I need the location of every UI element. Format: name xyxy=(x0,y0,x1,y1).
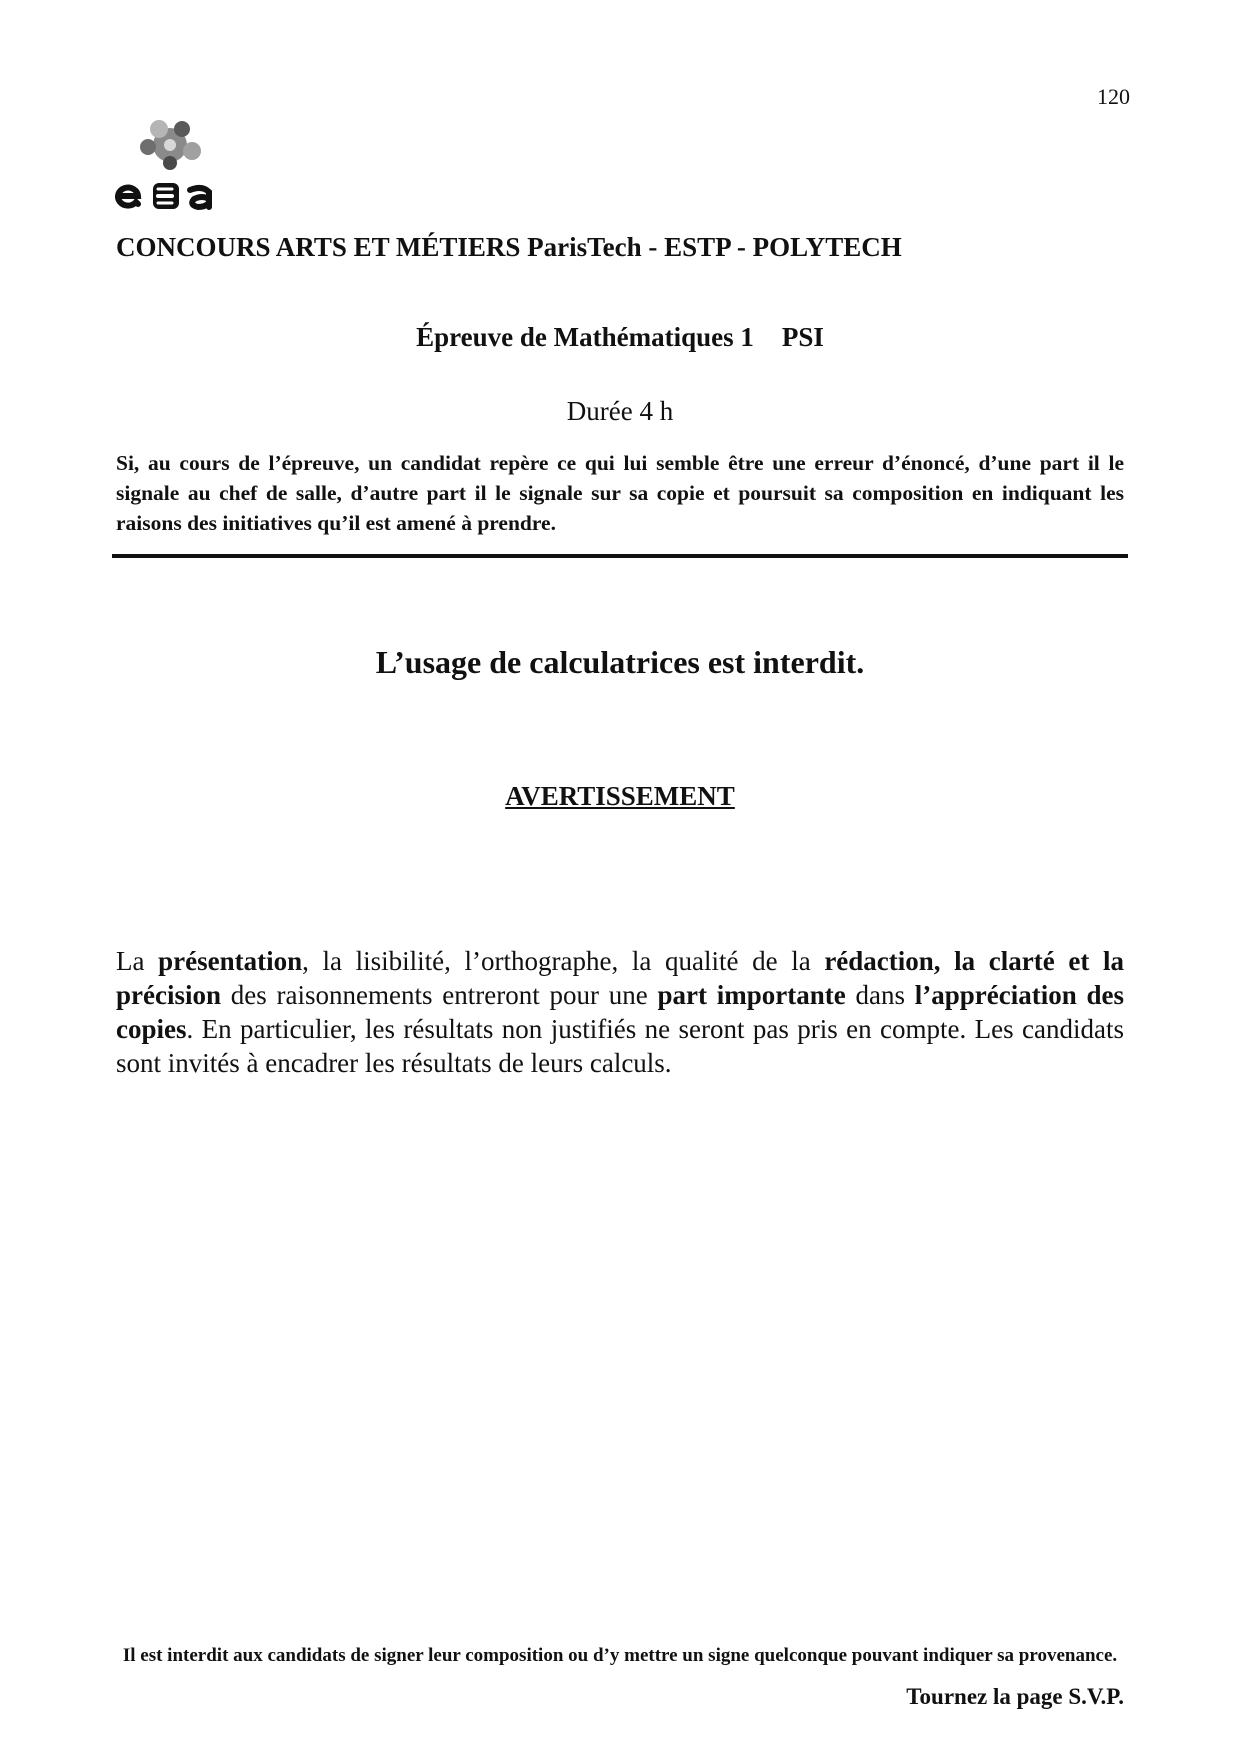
exam-section: PSI xyxy=(781,322,824,352)
error-reporting-notice: Si, au cours de l’épreuve, un candidat repère ce qui lui semble être une erreur d’énoncé, d’une part il le signale au chef de salle, d’autre part il le signale sur sa copie et poursuit sa composition en indiquant les raisons des initiatives qu’il est amené à prendre. xyxy=(116,451,1124,535)
horizontal-divider xyxy=(112,554,1128,558)
page-number: 120 xyxy=(1097,84,1130,109)
warning-heading: AVERTISSEMENT xyxy=(505,781,735,811)
footer-notice: Il est interdit aux candidats de signer leur composition ou d’y mettre un signe quelconque pouvant indiquer sa provenance. xyxy=(122,1645,1118,1666)
warning-text: , la lisibilité, l’orthographe, la qualité de la xyxy=(302,946,825,976)
warning-paragraph xyxy=(116,944,1124,1080)
logo-lettering xyxy=(118,183,209,209)
e3a-logo xyxy=(112,115,227,213)
exam-title xyxy=(0,322,1240,353)
warning-emphasis: l’appréciation des copies xyxy=(116,980,1124,1044)
warning-text: des raisonnements entreront pour une xyxy=(221,980,658,1010)
warning-text: . En particulier, les résultats non justifiés ne seront pas pris en compte. Les candidats sont invités à encadrer les résultats de leurs calculs. xyxy=(116,1014,1124,1078)
turn-page-note: Tournez la page S.V.P. xyxy=(906,1684,1124,1709)
exam-subject: Épreuve de Mathématiques 1 xyxy=(416,322,754,352)
warning-emphasis: rédaction, la clarté et la précision xyxy=(116,946,1124,1010)
warning-emphasis: part importante xyxy=(657,980,846,1010)
warning-text: La xyxy=(116,946,159,976)
calculator-notice: L’usage de calculatrices est interdit. xyxy=(375,644,865,680)
exam-duration: Durée 4 h xyxy=(566,396,674,426)
warning-emphasis: présentation xyxy=(158,946,303,976)
warning-text: dans xyxy=(845,980,915,1010)
logo-emblem-icon xyxy=(140,120,201,170)
contest-title: CONCOURS ARTS ET MÉTIERS ParisTech - ESTP - POLYTECH xyxy=(116,232,902,262)
